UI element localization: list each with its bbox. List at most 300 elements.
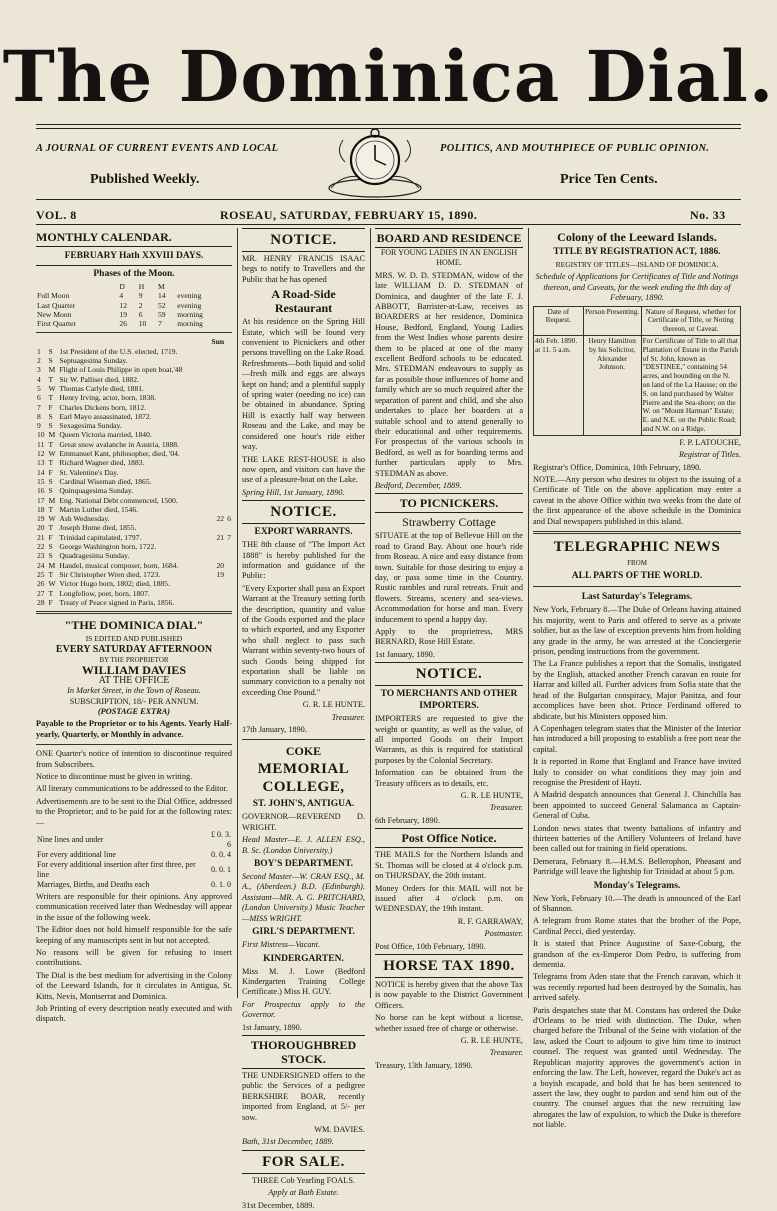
sun-rise <box>208 505 226 514</box>
sun-set <box>225 468 232 477</box>
table-row <box>36 505 232 514</box>
day-letter: S <box>48 542 53 552</box>
phase-time: morning <box>177 309 203 319</box>
post-office-text: THE MAILS for the Northern Islands and St. Thomas will be closed at 4 o'clock p.m. on THURSDAY, the 20th instant. <box>375 850 523 881</box>
table-row <box>36 533 232 542</box>
sun-rise <box>208 393 226 402</box>
table-row <box>36 570 232 579</box>
table-row <box>36 347 232 356</box>
sun-set <box>225 403 232 412</box>
rate-label: For every additional insertion after first three, per line <box>37 860 196 879</box>
telegraphic-from: FROM <box>627 559 647 568</box>
day-letter: S <box>48 346 53 356</box>
sun-set <box>225 421 232 430</box>
college-place: ST. JOHN'S, ANTIGUA. <box>252 799 355 810</box>
table-row <box>36 830 232 850</box>
post-office-role: Postmaster. <box>484 929 523 939</box>
phase-col-m: M <box>157 282 165 291</box>
telegram-paragraph: Demerara, February 8.—H.M.S. Bellerophon, Pheasant and Partridge will leave the lightship for Trinidad at about 5 p.m. <box>533 856 741 877</box>
publisher-line: In Market Street, in the Town of Roseau. <box>67 686 201 696</box>
issue-number: No. 33 <box>690 208 726 222</box>
horse-tax-heading: HORSE TAX 1890. <box>383 957 515 974</box>
telegram-paragraph: London news states that twenty battalions of infantry and thirteen batteries of the Artillery Volunteers of Ireland have been called out for training in field operations. <box>533 823 741 854</box>
registrar-date: Registrar's Office, Dominica, 10th February, 1890. <box>533 462 702 472</box>
table-row <box>36 514 232 523</box>
sun-set <box>225 570 232 579</box>
sun-set <box>225 589 232 598</box>
phase-m: 52 <box>157 300 166 310</box>
rate-value: 0. 1. 0 <box>211 880 231 889</box>
table-row <box>36 458 232 467</box>
sun-rise <box>208 412 226 421</box>
day-number: 8 <box>37 411 41 421</box>
registry-col-nature: Nature of Request, whether for Certificate of Title, or Noting thereon, or Caveat. <box>641 306 740 335</box>
day-letter: S <box>48 356 53 366</box>
day-number: 15 <box>37 476 45 486</box>
day-event: Eng. National Debt commenced, 1500. <box>59 495 178 505</box>
stock-text: THE UNDERSIGNED offers to the public the Services of a pedigree BERKSHIRE BOAR, recently imported from England, at 5/- per sow. <box>242 1070 365 1122</box>
sun-set: 7 <box>227 532 231 542</box>
export-signature: G. R. LE HUNTE. <box>302 700 365 710</box>
sun-set <box>225 551 232 560</box>
monday-heading: Monday's Telegrams. <box>593 880 681 891</box>
day-number: 25 <box>37 569 45 579</box>
sun-rise <box>208 579 226 588</box>
table-row <box>36 291 232 300</box>
telegram-paragraph: New York, February 10.—The death is announced of the Earl of Shannon. <box>533 893 741 913</box>
sun-set <box>225 384 232 393</box>
merchants-text-2: Information can be obtained from the Treasury officers as to details, etc. <box>375 768 523 788</box>
rate-label: For every additional line <box>37 850 116 859</box>
sun-rise <box>208 365 226 374</box>
sun-set <box>225 440 232 449</box>
phase-time: evening <box>177 300 202 310</box>
sun-rise: 22 <box>216 514 225 524</box>
sun-rise <box>208 403 226 412</box>
day-letter: T <box>48 458 54 468</box>
merchants-role: Treasurer. <box>489 803 523 813</box>
day-event: Victor Hugo born, 1802; died, 1885. <box>59 579 170 589</box>
registry-schedule: Schedule of Applications for Certificates of Title and Notings thereon, and Caveats, for the week ending the 8th day of February, 1890. <box>535 272 739 303</box>
day-letter: W <box>48 514 56 524</box>
sun-rise <box>208 458 226 467</box>
phase-m: 14 <box>157 291 166 301</box>
sun-rise <box>208 356 226 365</box>
day-event: Trinidad capitulated, 1797. <box>59 532 142 542</box>
publisher-notice: No reasons will be given for refusing to insert contributions. <box>36 948 232 968</box>
telegraphic-heading: TELEGRAPHIC NEWS <box>553 539 721 556</box>
publisher-notice: Advertisements are to be sent to the Dial Office, addressed to the Proprietor; and to be paid for at the following rates:— <box>36 796 232 827</box>
calendar-days-table <box>36 337 232 607</box>
phases-title: Phases of the Moon. <box>93 269 175 279</box>
phase-m: 7 <box>157 319 162 329</box>
day-letter: S <box>48 411 53 421</box>
table-row <box>36 561 232 570</box>
publisher-notice: Writers are responsible for their opinions. Any approved communication received later than Wednesday will appear in the issue of the following week. <box>36 892 232 922</box>
table-row <box>36 486 232 495</box>
publisher-notice: ONE Quarter's notice of intention to discontinue required from Subscribers. <box>36 749 232 769</box>
table-row <box>36 412 232 421</box>
notice-heading: NOTICE. <box>270 232 337 248</box>
dateline: ROSEAU, SATURDAY, FEBRUARY 15, 1890. <box>220 208 478 222</box>
day-event: Queen Victoria married, 1840. <box>59 430 152 440</box>
table-row <box>36 551 232 560</box>
horse-tax-text-2: No horse can be kept without a license, whether issued free of charge or otherwise. <box>375 1013 523 1033</box>
college-head-master: Head Master—E. J. ALLEN ESQ., B. Sc. (London University.) <box>242 835 365 855</box>
day-letter: F <box>48 532 53 542</box>
calendar-month: FEBRUARY Hath XXVIII DAYS. <box>64 251 204 261</box>
column-notices <box>242 228 365 1210</box>
price: Price Ten Cents. <box>560 172 658 187</box>
volume: VOL. 8 <box>36 208 77 222</box>
prospectus: For Prospectus apply to the Governor. <box>242 999 365 1020</box>
sun-set <box>225 449 232 458</box>
rest-house-text: THE LAKE REST-HOUSE is also now open, and visitors can have the use of a pleasure-boat on the Lake. <box>242 454 365 485</box>
sun-rise <box>208 384 226 393</box>
table-row <box>36 421 232 430</box>
export-notice-heading: NOTICE. <box>270 504 337 521</box>
phase-m: 59 <box>157 309 166 319</box>
publisher-notice: All literary communications to be addressed to the Editor. <box>36 784 228 794</box>
sun-rise: 20 <box>216 560 225 570</box>
sun-set <box>225 486 232 495</box>
column-calendar <box>36 228 232 1024</box>
cottage-heading: Strawberry Cottage <box>402 515 496 530</box>
day-event: Martin Luther died, 1546. <box>59 504 139 514</box>
day-letter: S <box>48 551 53 561</box>
sun-rise <box>208 449 226 458</box>
merchants-notice-heading: NOTICE. <box>415 666 483 683</box>
telegram-paragraph: New York, February 8.—The Duke of Orleans having attained his majority, went to Paris and offered to serve as a private soldier, but as the law of exception prevents him from holding any grade in the army, he was arrested at the Conciergerie prison, pending instructions from the government. <box>533 605 741 657</box>
table-row <box>36 880 232 890</box>
postage: (POSTAGE EXTRA) <box>97 706 171 716</box>
rate-value: 0. 0. 4 <box>211 850 231 859</box>
sun-rise: 19 <box>216 569 225 579</box>
phase-h: 2 <box>138 300 143 310</box>
rest-house-date: Spring Hill, 1st January, 1890. <box>242 487 345 497</box>
day-event: Sexagesima Sunday. <box>59 421 122 431</box>
table-row <box>36 468 232 477</box>
publisher-line: IS EDITED AND PUBLISHED <box>85 634 183 644</box>
sun-set <box>225 375 232 384</box>
sun-set <box>225 505 232 514</box>
sun-rise <box>208 551 226 560</box>
rate-label: Marriages, Births, and Deaths each <box>37 880 150 889</box>
phase-col-h: H <box>138 282 145 291</box>
day-letter: W <box>48 449 56 459</box>
dateline-rule-bottom <box>36 224 741 225</box>
day-event: Henry Irving, actor, born, 1838. <box>59 393 157 403</box>
calendar-heading: MONTHLY CALENDAR. <box>36 230 172 244</box>
day-event: Septuagesima Sunday. <box>59 356 128 366</box>
phase-time: evening <box>177 291 202 301</box>
title-registration-heading: TITLE BY REGISTRATION ACT, 1886. <box>553 247 721 257</box>
sale-apply: Apply at Bath Estate. <box>268 1188 339 1198</box>
day-letter: T <box>48 588 54 598</box>
day-letter: T <box>48 374 54 384</box>
phase-name: First Quarter <box>37 319 77 329</box>
day-letter: S <box>48 476 53 486</box>
telegraphic-sub: ALL PARTS OF THE WORLD. <box>571 571 703 582</box>
saturday-telegrams <box>533 605 741 877</box>
board-heading: BOARD AND RESIDENCE <box>376 231 522 245</box>
publisher-line: BY THE PROPRIETOR <box>99 655 169 664</box>
publisher-payable: Payable to the Proprietor or to his Agents. Yearly Half-yearly, Quarterly, or Monthly in advance. <box>36 719 232 739</box>
restaurant-text: At his residence on the Spring Hill Estate, which will be found very convenient to Picnickers and other persons travelling on the Lake Road. Refreshments—both liquid and solid—fresh milk and eggs are always kept on hand; and a plentiful supply of spring water (needing no ice) can be obtained in abundance. Spring Hill is exactly half way between Roseau and the Lake, and may be considered one hour's ride either way. <box>242 317 365 452</box>
day-letter: S <box>48 486 53 496</box>
sun-rise <box>208 523 226 532</box>
day-event: Charles Dickens born, 1812. <box>59 402 147 412</box>
registry-cell: For Certificate of Title to all that Plantation of Estate in the Parish of St. John, known as "DESTINEE," containing 54 acres, and bounding on the N. on land of the La Hausse; on the S. on land purchased by Walter Pierre and the Sea-shore; on the W. on "Mount Harman" Estate; E. and N.E. on the Public Road; and N.W. on a Ridge. <box>641 336 740 436</box>
table-row <box>36 310 232 319</box>
phase-d: 26 <box>119 319 128 329</box>
registry-table <box>533 306 741 436</box>
tagline-right: POLITICS, AND MOUTHPIECE OF PUBLIC OPINION. <box>440 143 710 154</box>
table-row <box>36 319 232 328</box>
phase-name: Full Moon <box>37 291 70 301</box>
post-office-heading: Post Office Notice. <box>401 831 497 846</box>
registry-cell: 4th Feb. 1890. at 11. 5 a.m. <box>534 336 584 436</box>
phase-name: New Moon <box>37 309 72 319</box>
sun-set <box>225 477 232 486</box>
horse-tax-text: NOTICE is hereby given that the above Tax is now payable to the District Government Officers. <box>375 979 523 1010</box>
notice-text: MR. HENRY FRANCIS ISAAC begs to notify to Travellers and the Public that he has opened <box>242 254 365 284</box>
day-event: Cardinal Wiseman died, 1865. <box>59 476 152 486</box>
sun-rise <box>208 598 226 607</box>
clock-icon <box>325 122 425 200</box>
registry-col-person: Person Presenting. <box>583 306 641 335</box>
day-number: 28 <box>37 597 45 607</box>
day-letter: T <box>48 523 54 533</box>
phase-d: 12 <box>119 300 128 310</box>
rate-value: £ 0. 3. 6 <box>211 830 231 849</box>
column-rule-2 <box>370 228 371 998</box>
telegram-paragraph: It is stated that Prince Augustine of Saxe-Coburg, the grandson of the ex-Emperor Dom Pedro, is suffering from dementia. <box>533 939 741 970</box>
day-letter: F <box>48 467 53 477</box>
day-number: 27 <box>37 588 45 598</box>
day-number: 19 <box>37 514 45 524</box>
sun-rise <box>208 440 226 449</box>
telegram-paragraph: Telegrams from Aden state that the French caravan, which it was recently reported had been destroyed by the Somalis, has arrived safely. <box>533 972 741 1003</box>
publisher-notice: The Editor does not hold himself responsible for the safe keeping of any manuscripts sent in but not accepted. <box>36 925 232 945</box>
day-letter: M <box>48 495 56 505</box>
day-event: George Washington born, 1722. <box>59 542 157 552</box>
girls-text: First Mistress—Vacant. <box>242 940 321 950</box>
phase-name: Last Quarter <box>37 300 76 310</box>
sun-rise <box>208 542 226 551</box>
sun-set <box>225 598 232 607</box>
day-number: 1 <box>37 346 41 356</box>
phase-d: 19 <box>119 309 128 319</box>
day-event: Joseph Hume died, 1855. <box>59 523 137 533</box>
day-number: 3 <box>37 365 41 375</box>
tagline-left: A JOURNAL OF CURRENT EVENTS AND LOCAL <box>36 143 279 154</box>
sun-set <box>225 412 232 421</box>
subscription: SUBSCRIPTION, 18/- PER ANNUM. <box>69 696 199 706</box>
sale-date: 31st December, 1889. <box>242 1200 315 1210</box>
day-event: Flight of Louis Philippe in open boat,'48 <box>59 365 183 375</box>
cottage-date: 1st January, 1890. <box>375 649 435 659</box>
column-adverts <box>375 228 523 1070</box>
day-letter: F <box>48 402 53 412</box>
telegram-paragraph: A Copenhagen telegram states that the Minister of the Interior has introduced a bill proposing to establish a free port near the capital. <box>533 723 741 754</box>
boys-text: Second Master—W. CRAN ESQ., M. A., (Aberdeen.) B.D. (Edinburgh). Assistant—MR. A. G. PRITCHARD, (London University.) Music Teacher—MISS WRIGHT. <box>242 872 365 923</box>
sun-set <box>225 579 232 588</box>
table-row <box>36 449 232 458</box>
day-letter: M <box>48 430 56 440</box>
telegram-paragraph: A Madrid despatch announces that General J. Chinchilla has been appointed to succeed General Salamanca as Captain-General of Cuba. <box>533 790 741 821</box>
table-row <box>36 477 232 486</box>
publisher-heading: "THE DOMINICA DIAL" <box>64 618 204 633</box>
prospectus-date: 1st January, 1890. <box>242 1022 302 1032</box>
day-event: Quinquagesima Sunday. <box>59 486 134 496</box>
sun-set <box>225 393 232 402</box>
sun-rise: 21 <box>216 532 225 542</box>
table-row <box>36 579 232 588</box>
day-event: Quadragesima Sunday. <box>59 551 130 561</box>
export-date: 17th January, 1890. <box>242 725 307 735</box>
day-letter: S <box>48 421 53 431</box>
table-row <box>36 542 232 551</box>
table-row <box>36 523 232 532</box>
horse-tax-signature: G. R. LE HUNTE, <box>460 1035 523 1045</box>
day-event: Longfellow, poet, born, 1807. <box>59 588 150 598</box>
table-row <box>36 589 232 598</box>
colony-heading: Colony of the Leeward Islands. <box>557 230 717 244</box>
sun-rise <box>208 430 226 439</box>
merchants-heading: TO MERCHANTS AND OTHER IMPORTERS. <box>380 689 518 712</box>
stock-signature: WM. DAVIES. <box>314 1124 365 1134</box>
registry-col-date: Date of Request. <box>534 306 584 335</box>
telegram-paragraph: It is reported in Rome that England and France have invited Italy to consider on what conditions they may join and recognise the President of Hayti. <box>533 757 741 787</box>
table-row <box>36 365 232 374</box>
board-sub: FOR YOUNG LADIES IN AN ENGLISH HOME. <box>380 248 518 268</box>
day-letter: M <box>48 560 56 570</box>
day-number: 12 <box>37 449 45 459</box>
day-number: 21 <box>37 532 45 542</box>
sun-set <box>225 347 232 356</box>
day-letter: T <box>48 439 54 449</box>
board-text: MRS. W. D. D. STEDMAN, widow of the late WILLIAM D. D. STEDMAN of Dominica, and daughter of the late F. J. ABBOTT, Barrister-at-Law, receives as BOARDERS at her residence, Dominica House, Bedford, England, Young Ladies from the West Indies whose parents desire them to be placed at one of the many excellent Bedford schools to be educated. Mrs. STEDMAN endeavours to supply as far as possible those influences of home and family which are so much required after the separation of parent and child, and she also undertakes to place her boarders at a suitable school and to attend generally to their educational and other requirements. For prospectus of the various schools in Bedford, as well as for boarding terms and further particulars apply to Mrs. STEDMAN as above. <box>375 270 523 478</box>
day-number: 22 <box>37 542 45 552</box>
sun-set <box>225 561 232 570</box>
day-number: 17 <box>37 495 45 505</box>
stock-date: Bath, 31st December, 1889. <box>242 1137 334 1147</box>
table-row <box>534 336 741 436</box>
post-office-text-2: Money Orders for this MAIL will not be issued after 4 o'clock p.m. on WEDNESDAY, the 19th instant. <box>375 883 523 914</box>
day-number: 23 <box>37 551 45 561</box>
registry-cell: Henry Hamilton by his Solicitor, Alexander Johnson. <box>583 336 641 436</box>
horse-tax-date: Treasury, 13th January, 1890. <box>375 1060 473 1070</box>
coke-heading: COKE <box>285 744 322 759</box>
registry-line: REGISTRY OF TITLES—ISLAND OF DOMINICA. <box>555 260 719 269</box>
telegram-paragraph: Paris despatches state that M. Constans has ordered the Duke d'Orleans to be tried with distinction. The Duke, when charged before the Tribunal of the Seine with violation of the law, asked the Court to adjourn to give him time to instruct counsel. The request was granted until Wednesday. The Republican majority approves the government's action in enforcing the law. The Left, however, regard the Duke's act as a boyish escapade, and hold that he has been sentenced to assert the law, they ought to pardon and send him out of the country. The counsel argues that the new recruiting law abrogates the law of expulsion, to which the Duke is therefore not liable. <box>533 1005 741 1130</box>
table-row <box>36 375 232 384</box>
day-number: 18 <box>37 504 45 514</box>
day-letter: F <box>48 597 53 607</box>
day-event: 1st President of the U.S. elected, 1719. <box>59 346 178 356</box>
post-office-date: Post Office, 10th February, 1890. <box>375 941 486 951</box>
export-heading: EXPORT WARRANTS. <box>254 527 353 538</box>
newspaper-title: The Dominica Dial. <box>2 35 775 118</box>
sun-set <box>225 523 232 532</box>
college-governor: GOVERNOR—REVEREND D. WRIGHT. <box>242 812 365 832</box>
merchants-text: IMPORTERS are requested to give the weight or quantity, as well as the value, of all imported Goods on their Import Warrants, as this is required for statistical purposes by the Colonial Secretary. <box>375 714 523 765</box>
registrar-role: Registrar of Titles. <box>678 450 741 460</box>
phase-h: 9 <box>138 291 143 301</box>
boys-heading: BOY'S DEPARTMENT. <box>253 859 354 870</box>
cottage-text: SITUATE at the top of Bellevue Hill on the road to Grand Bay. About one hour's ride from Roseau. A nice and easy distance from town. Suitable for those desiring to enjoy a day, or pass some time in the Country. Rustic rambles and rural retreats. Fruit and flowers. Streams, scenery and sea-views. Accommodation for horse and man. Every inducement to spend a happy day. <box>375 531 523 624</box>
day-number: 6 <box>37 393 41 403</box>
day-number: 10 <box>37 430 45 440</box>
sun-set <box>225 365 232 374</box>
merchants-signature: G. R. LE HUNTE, <box>460 791 523 801</box>
day-event: Earl Mayo assassinated, 1872. <box>59 411 152 421</box>
day-event: Thomas Carlyle died, 1881. <box>59 383 144 393</box>
day-letter: W <box>48 383 56 393</box>
publisher-line: AT THE OFFICE <box>98 674 170 686</box>
day-letter: T <box>48 504 54 514</box>
sun-rise <box>208 468 226 477</box>
day-number: 26 <box>37 579 45 589</box>
telegram-paragraph: The La France publishes a report that the Somalis, instigated by the English, attacked another French caravan en route for Harrar and killed all. Further advices from Sofia state that the head of the Bulgarian conspiracy, Major Panitza, and four accomplices have been shot. Prince Ferdinand offered to abdicate, but his Ministers opposed him. <box>533 659 741 721</box>
masthead <box>0 0 777 235</box>
kindergarten-heading: KINDERGARTEN. <box>263 953 344 964</box>
day-event: Sir Christopher Wren died, 1723. <box>59 569 161 579</box>
sun-heading: Sun <box>211 337 225 347</box>
sale-text: THREE Cob Yearling FOALS. <box>251 1175 356 1185</box>
kindergarten-text: Miss M. J. Lowe (Bedford Kindergarten Training College Certificate.) Miss H. GUY. <box>242 966 365 997</box>
table-row <box>36 598 232 607</box>
sun-set <box>225 542 232 551</box>
college-heading: MEMORIAL COLLEGE, <box>257 761 350 796</box>
rate-value: 0. 0. 1 <box>211 865 231 874</box>
registrar-note: NOTE.—Any person who desires to object to the issuing of a Certificate of Title on the above application may enter a caveat in the above Office within two weeks from the date of the first appearance of the above schedule in the Dominica and Dial newspapers published in this island. <box>533 475 741 526</box>
registrar-signature: F. P. LATOUCHE, <box>679 437 741 447</box>
day-letter: T <box>48 569 54 579</box>
table-row <box>36 301 232 310</box>
export-text: THE 8th clause of "The Import Act 1888" is hereby published for the information and guidance of the Public: <box>242 540 365 581</box>
day-number: 7 <box>37 402 41 412</box>
phase-time: morning <box>177 319 203 329</box>
publisher-name: WILLIAM DAVIES <box>81 663 187 678</box>
table-row <box>36 403 232 412</box>
publisher-notice: Notice to discontinue must be given in writing. <box>36 771 193 781</box>
sun-set <box>225 496 232 505</box>
phase-h: 6 <box>138 309 143 319</box>
day-number: 9 <box>37 421 41 431</box>
sun-rise <box>208 347 226 356</box>
phase-d: 4 <box>119 291 124 301</box>
day-letter: W <box>48 579 56 589</box>
day-number: 4 <box>37 374 41 384</box>
publisher-notice: The Dial is the best medium for advertising in the Colony of the Leeward Islands, for it circulates in Antigua, St. Kitts, Nevis, Montserrat and Dominica. <box>36 970 232 1001</box>
sun-set <box>225 356 232 365</box>
publisher-line: EVERY SATURDAY AFTERNOON <box>55 643 213 655</box>
dateline-rule-top <box>36 199 741 200</box>
table-row <box>36 384 232 393</box>
sun-rise <box>208 496 226 505</box>
day-number: 11 <box>37 439 45 449</box>
column-registry-telegrams <box>533 228 741 1130</box>
telegram-paragraph: A telegram from Rome states that the brother of the Pope, Cardinal Pecci, died yesterday. <box>533 916 741 936</box>
table-row <box>36 496 232 505</box>
ad-rates-table <box>36 830 232 890</box>
sun-rise <box>208 375 226 384</box>
table-row <box>36 356 232 365</box>
rate-label: Nine lines and under <box>37 835 104 844</box>
picnickers-heading: TO PICNICKERS. <box>399 496 499 511</box>
